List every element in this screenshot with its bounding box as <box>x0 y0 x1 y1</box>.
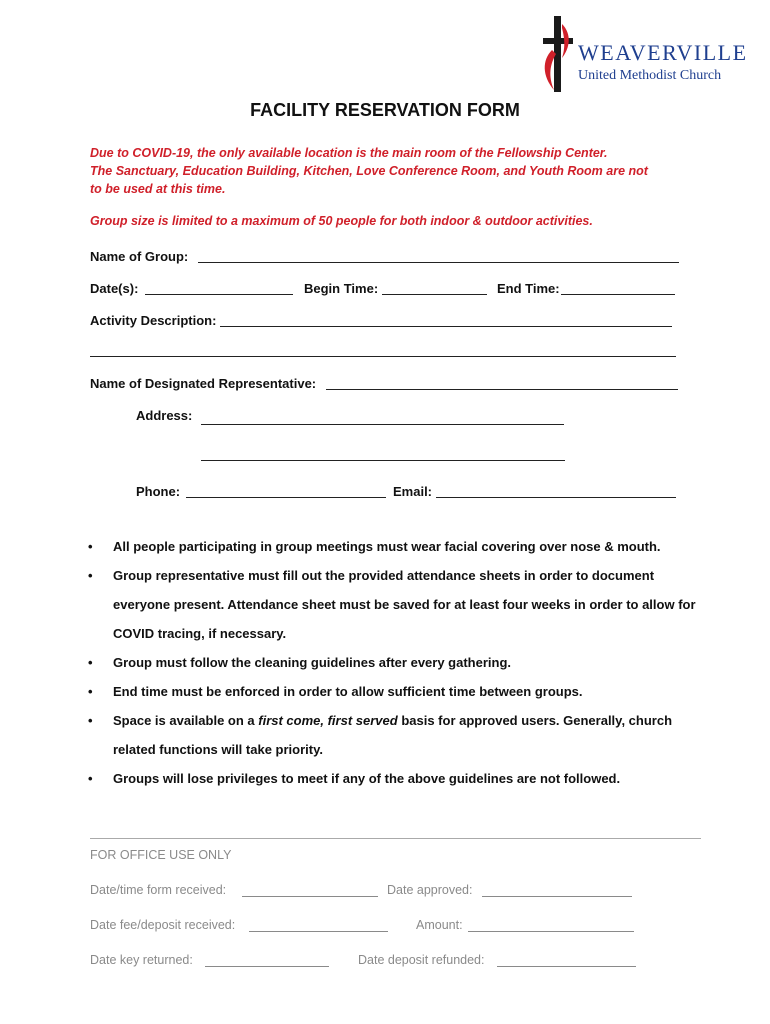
email-field[interactable] <box>436 497 676 498</box>
notice-line-1: Due to COVID-19, the only available location is the main room of the Fellowship Center. <box>90 146 608 160</box>
guidelines-list <box>88 532 708 793</box>
deposit-refunded-field[interactable] <box>497 966 636 967</box>
guideline-item: • End time must be enforced in order to allow sufficient time between groups. <box>88 677 708 706</box>
notice-line-2: The Sanctuary, Education Building, Kitchen, Love Conference Room, and Youth Room are not <box>90 164 648 178</box>
representative-label: Name of Designated Representative: <box>90 376 317 391</box>
notice-line-3: to be used at this time. <box>90 182 226 196</box>
guideline-text: basis for approved users. Generally, church related functions will take priority. <box>113 713 673 757</box>
key-returned-field[interactable] <box>205 966 329 967</box>
church-logo <box>540 14 755 96</box>
dates-label: Date(s): <box>90 281 139 296</box>
covid-notice <box>90 144 730 198</box>
office-divider <box>90 838 701 839</box>
end-time-field[interactable] <box>561 294 675 295</box>
address-label: Address: <box>136 408 193 423</box>
form-received-field[interactable] <box>242 896 378 897</box>
amount-label: Amount: <box>416 918 463 932</box>
begin-time-field[interactable] <box>382 294 487 295</box>
phone-field[interactable] <box>186 497 386 498</box>
activity-label: Activity Description: <box>90 313 217 328</box>
date-approved-field[interactable] <box>482 896 632 897</box>
logo-name: WEAVERVILLE <box>578 40 748 65</box>
activity-field-line-2[interactable] <box>90 356 676 357</box>
group-name-label: Name of Group: <box>90 249 189 264</box>
logo-subtitle: United Methodist Church <box>578 68 722 83</box>
page-title: FACILITY RESERVATION FORM <box>250 100 520 120</box>
fee-received-label: Date fee/deposit received: <box>90 918 236 932</box>
representative-field[interactable] <box>326 389 678 390</box>
cross-flame-icon <box>540 14 580 96</box>
fee-received-field[interactable] <box>249 931 388 932</box>
guideline-emphasis: first come, first served <box>258 713 398 728</box>
group-name-field[interactable] <box>198 262 679 263</box>
guideline-text: Space is available on a <box>113 713 259 728</box>
dates-field[interactable] <box>145 294 293 295</box>
office-heading: FOR OFFICE USE ONLY <box>90 848 232 862</box>
amount-field[interactable] <box>468 931 634 932</box>
email-label: Email: <box>393 484 433 499</box>
address-field-line-2[interactable] <box>201 460 565 461</box>
end-time-label: End Time: <box>497 281 560 296</box>
group-size-notice: Group size is limited to a maximum of 50 people for both indoor & outdoor activities. <box>90 214 593 228</box>
guideline-item: • All people participating in group meetings must wear facial covering over nose & mouth. <box>88 532 708 561</box>
guideline-item: • Group representative must fill out the provided attendance sheets in order to document everyone present. Attendance sheet must be saved for at least four weeks in order to allow for COVID tracing, if necessary. <box>88 561 708 648</box>
begin-time-label: Begin Time: <box>304 281 379 296</box>
phone-label: Phone: <box>136 484 181 499</box>
activity-field[interactable] <box>220 326 672 327</box>
address-field[interactable] <box>201 424 564 425</box>
key-returned-label: Date key returned: <box>90 953 193 967</box>
guideline-item: • Group must follow the cleaning guidelines after every gathering. <box>88 648 708 677</box>
guideline-item: • Groups will lose privileges to meet if any of the above guidelines are not followed. <box>88 764 708 793</box>
form-received-label: Date/time form received: <box>90 883 227 897</box>
deposit-refunded-label: Date deposit refunded: <box>358 953 485 967</box>
guideline-item <box>88 706 708 764</box>
date-approved-label: Date approved: <box>387 883 473 897</box>
